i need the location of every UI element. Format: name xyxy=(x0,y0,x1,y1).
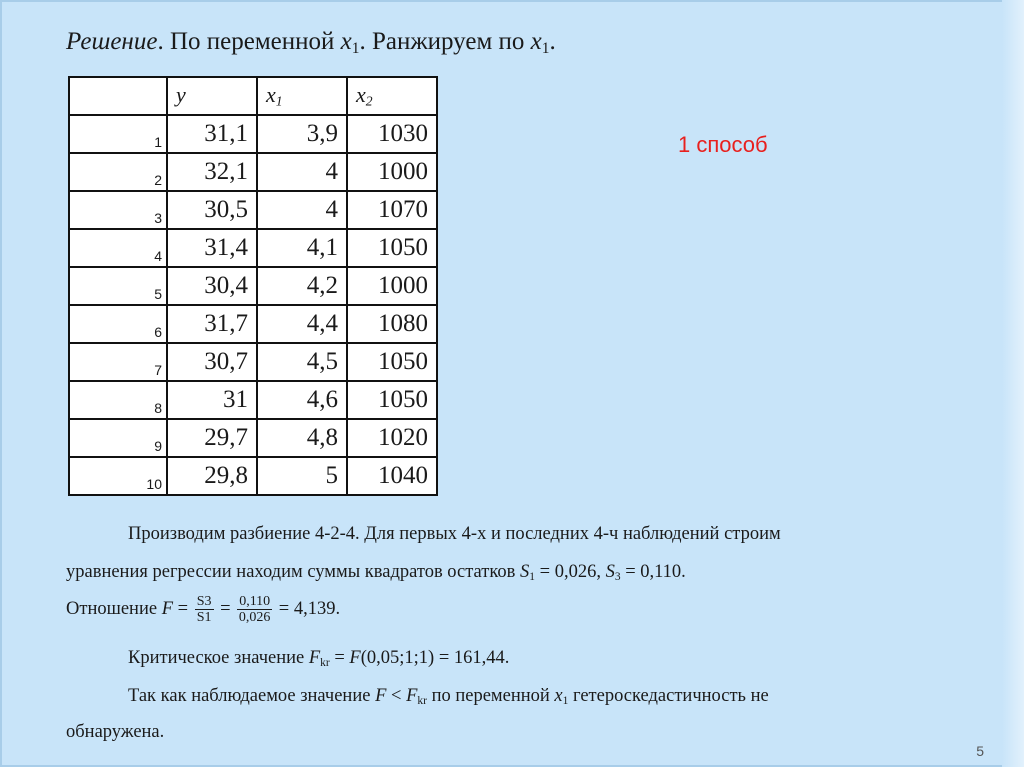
cell-x1: 4,5 xyxy=(257,343,347,381)
cell-y: 31 xyxy=(167,381,257,419)
cell-y: 30,5 xyxy=(167,191,257,229)
header-x1: $x_1$ xyxy=(257,77,347,115)
row-index: 6 xyxy=(69,305,167,343)
fraction-s3-s1: $\frac{S3}{S1}$ xyxy=(196,594,212,625)
slide-title: Решение. По переменной $x_1$. Ранжируем по $x_1$. xyxy=(66,28,556,57)
cell-x2: 1050 xyxy=(347,381,437,419)
header-corner-cell xyxy=(69,77,167,115)
row-index: 1 xyxy=(69,115,167,153)
cell-x2: 1040 xyxy=(347,457,437,495)
cell-x1: 4,8 xyxy=(257,419,347,457)
header-x2: $x_2$ xyxy=(347,77,437,115)
paragraph-conclusion: Так как наблюдаемое значение $F < F_{kr}$ по переменной $x_1$ гетероскедастичность не xyxy=(128,686,769,707)
table-row xyxy=(69,267,437,305)
row-index: 5 xyxy=(69,267,167,305)
cell-x2: 1080 xyxy=(347,305,437,343)
cell-x1: 4 xyxy=(257,191,347,229)
cell-x1: 4,2 xyxy=(257,267,347,305)
table-row xyxy=(69,381,437,419)
cell-x1: 4,4 xyxy=(257,305,347,343)
table-row xyxy=(69,419,437,457)
cell-y: 31,7 xyxy=(167,305,257,343)
cell-y: 30,4 xyxy=(167,267,257,305)
cell-y: 29,8 xyxy=(167,457,257,495)
cell-x2: 1020 xyxy=(347,419,437,457)
paragraph-partition: Производим разбиение 4-2-4. Для первых 4-х и последних 4-ч наблюдений строим xyxy=(128,524,781,544)
table-row xyxy=(69,229,437,267)
cell-x1: 5 xyxy=(257,457,347,495)
cell-x1: 4,1 xyxy=(257,229,347,267)
cell-x2: 1050 xyxy=(347,343,437,381)
cell-y: 32,1 xyxy=(167,153,257,191)
row-index: 7 xyxy=(69,343,167,381)
cell-x1: 4 xyxy=(257,153,347,191)
cell-y: 31,1 xyxy=(167,115,257,153)
cell-x2: 1000 xyxy=(347,153,437,191)
cell-x2: 1070 xyxy=(347,191,437,229)
table-row xyxy=(69,305,437,343)
table-row xyxy=(69,191,437,229)
cell-y: 29,7 xyxy=(167,419,257,457)
row-index: 3 xyxy=(69,191,167,229)
cell-x2: 1050 xyxy=(347,229,437,267)
data-table xyxy=(68,76,438,496)
paragraph-residuals: уравнения регрессии находим суммы квадратов остатков $S_1 = 0,026$, $S_3 = 0,110$. xyxy=(66,562,686,583)
paragraph-critical-value: Критическое значение $F_{kr}$ = F(0,05;1;1) = 161,44. xyxy=(128,648,510,669)
cell-x1: 4,6 xyxy=(257,381,347,419)
row-index: 9 xyxy=(69,419,167,457)
paragraph-conclusion-end: обнаружена. xyxy=(66,722,165,742)
table-row xyxy=(69,153,437,191)
paragraph-ratio: Отношение F = $\frac{S3}{S1}$ = $\frac{0,110}{0,026}$ = 4,139. xyxy=(66,594,341,625)
page-number: 5 xyxy=(976,743,984,759)
cell-y: 31,4 xyxy=(167,229,257,267)
row-index: 10 xyxy=(69,457,167,495)
row-index: 4 xyxy=(69,229,167,267)
cell-x2: 1000 xyxy=(347,267,437,305)
cell-x2: 1030 xyxy=(347,115,437,153)
header-y: y xyxy=(167,77,257,115)
fraction-values: $\frac{0,110}{0,026}$ xyxy=(238,594,271,625)
table-header-row xyxy=(69,77,437,115)
slide-edge xyxy=(1002,0,1024,767)
table-row xyxy=(69,115,437,153)
cell-y: 30,7 xyxy=(167,343,257,381)
row-index: 8 xyxy=(69,381,167,419)
table-row xyxy=(69,343,437,381)
cell-x1: 3,9 xyxy=(257,115,347,153)
row-index: 2 xyxy=(69,153,167,191)
method-label: 1 способ xyxy=(678,132,768,157)
table-row xyxy=(69,457,437,495)
